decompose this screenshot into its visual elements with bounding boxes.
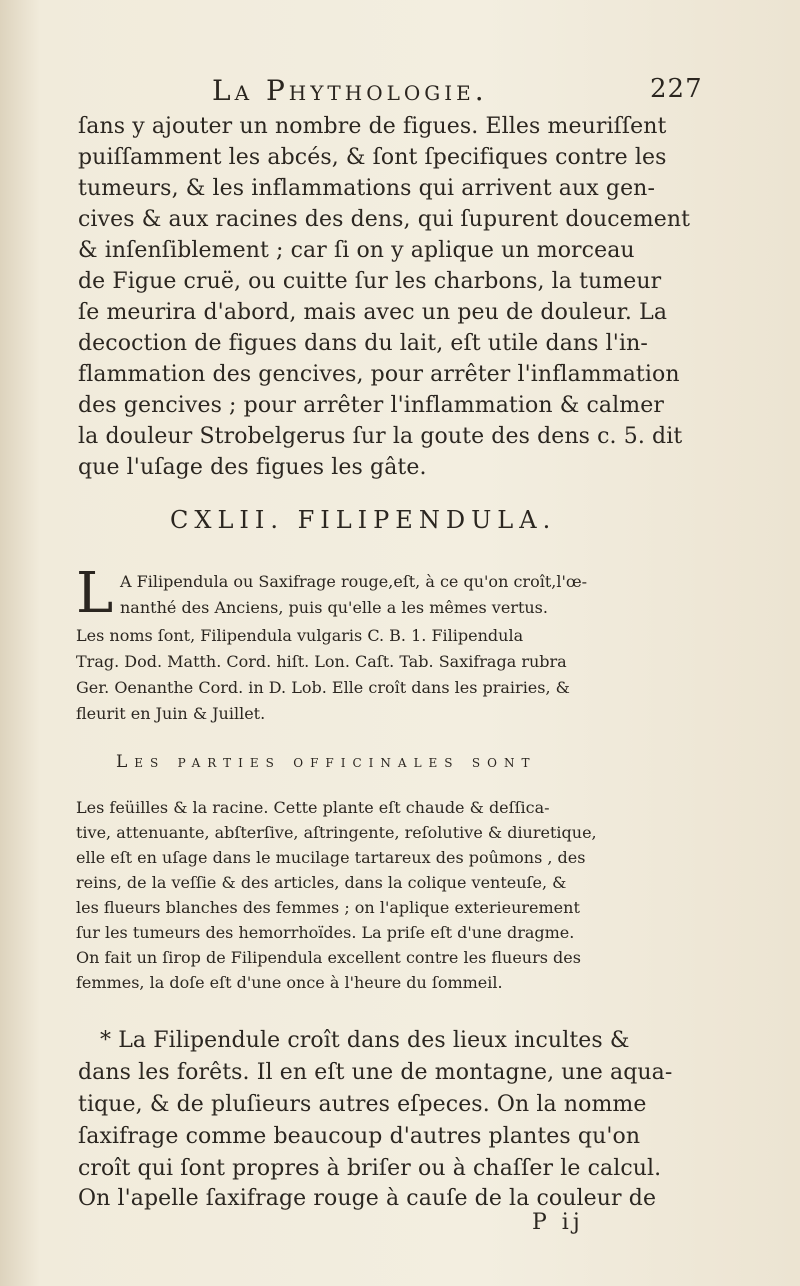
text-line: dans les forêts. Il en eſt une de montagne, une aqua-	[78, 1060, 673, 1085]
text-line: elle eſt en uſage dans le mucilage tartareux des poûmons , des	[76, 848, 586, 867]
text-line: Trag. Dod. Matth. Cord. hiſt. Lon. Caſt. Tab. Saxifraga rubra	[76, 652, 567, 671]
text-line: & inſenſiblement ; car ſi on y aplique un morceau	[78, 238, 635, 263]
text-line: ſaxifrage comme beaucoup d'autres plantes qu'on	[78, 1124, 641, 1149]
text-line: des gencives ; pour arrêter l'inflammation & calmer	[78, 393, 664, 418]
running-header: La Phythologie.	[212, 74, 488, 107]
text-line: de Figue cruë, ou cuitte ſur les charbons, la tumeur	[78, 269, 662, 294]
text-line: ſans y ajouter un nombre de figues. Elles meuriſſent	[78, 114, 667, 139]
subheading: Les parties officinales sont	[116, 752, 537, 772]
text-line: tumeurs, & les inflammations qui arrivent aux gen-	[78, 176, 655, 201]
text-line: fleurit en Juin & Juillet.	[76, 704, 266, 723]
text-line: femmes, la doſe eſt d'une once à l'heure du ſommeil.	[76, 973, 503, 992]
text-line: que l'uſage des figues les gâte.	[78, 455, 427, 480]
text-line: les flueurs blanches des femmes ; on l'aplique exterieurement	[76, 898, 580, 917]
signature-mark: P ij	[532, 1210, 584, 1235]
text-line: puiſſamment les abcés, & ſont ſpecifiques contre les	[78, 145, 667, 170]
text-line: On fait un ſirop de Filipendula excellent contre les flueurs des	[76, 948, 581, 967]
text-line: decoction de figues dans du lait, eſt utile dans l'in-	[78, 331, 648, 356]
text-line: tique, & de pluſieurs autres eſpeces. On la nomme	[78, 1092, 647, 1117]
text-line: ſe meurira d'abord, mais avec un peu de douleur. La	[78, 300, 668, 325]
text-line: la douleur Strobelgerus ſur la goute des dens c. 5. dit	[78, 424, 683, 449]
text-line: * La Filipendule croît dans des lieux incultes &	[100, 1028, 630, 1053]
page-number: 227	[650, 74, 703, 104]
text-line: On l'apelle ſaxifrage rouge à cauſe de la couleur de	[78, 1186, 657, 1211]
text-line: cives & aux racines des dens, qui ſupurent doucement	[78, 207, 691, 232]
text-line: nanthé des Anciens, puis qu'elle a les mêmes vertus.	[120, 598, 548, 617]
text-line: Ger. Oenanthe Cord. in D. Lob. Elle croît dans les prairies, &	[76, 678, 570, 697]
text-line: croît qui ſont propres à briſer ou à chaſſer le calcul.	[78, 1156, 662, 1181]
drop-cap: L	[76, 561, 114, 626]
text-line: ſur les tumeurs des hemorrhoïdes. La priſe eſt d'une dragme.	[76, 923, 575, 942]
text-line: tive, attenuante, abſterſive, aſtringente, reſolutive & diuretique,	[76, 823, 597, 842]
text-line: flammation des gencives, pour arrêter l'inflammation	[78, 362, 680, 387]
text-line: Les feüilles & la racine. Cette plante eſt chaude & deſſica-	[76, 798, 550, 817]
section-title: CXLII. FILIPENDULA.	[170, 506, 557, 534]
text-line: reins, de la veſſie & des articles, dans la colique venteuſe, &	[76, 873, 567, 892]
text-line: A Filipendula ou Saxifrage rouge,eſt, à ce qu'on croît,l'œ-	[120, 572, 588, 591]
text-line: Les noms ſont, Filipendula vulgaris C. B. 1. Filipendula	[76, 626, 524, 645]
